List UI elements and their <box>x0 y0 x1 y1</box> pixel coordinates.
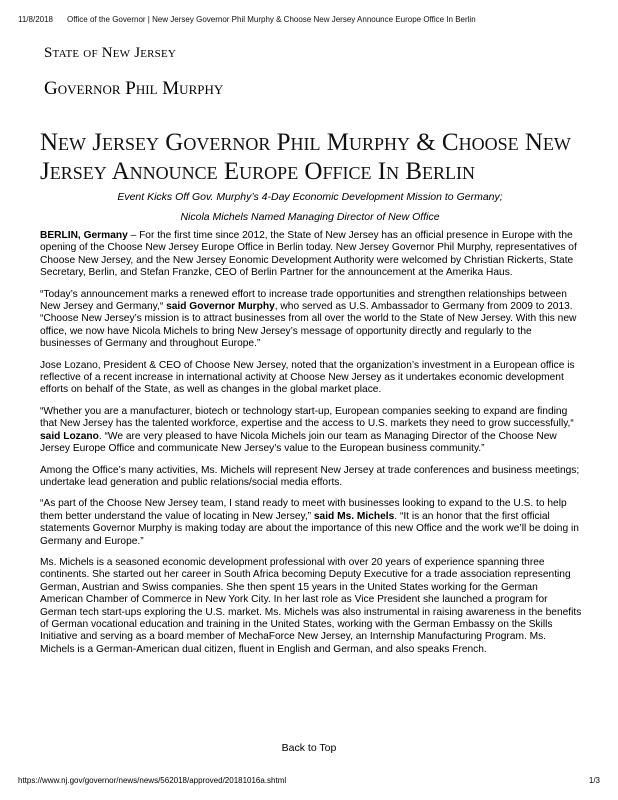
paragraph-6: “As part of the Choose New Jersey team, I stand ready to meet with businesses looking to expand to the U.S. to help them better understand the value of locating in New Jersey,” said Ms. Michels. “It is an honor that the first official statements Governor Murphy is making today are about the importance of this new Office and the work we’ll be doing in Germany and Europe.” <box>40 498 579 547</box>
paragraph-5: Among the Office’s many activities, Ms. Michels will represent New Jersey at trade conferences and business meetings; undertake lead generation and public relations/social media efforts. <box>40 464 580 488</box>
print-header <box>18 15 600 25</box>
paragraph-1: BERLIN, Germany – For the first time since 2012, the State of New Jersey has an official presence in Europe with the opening of the Choose New Jersey Europe Office in Berlin today. New Jersey Governor Phil Murphy, representatives of Choose New Jersey, and the New Jersey Eonomic Development Authority were welcomed by Christian Rickerts, State Secretary, Berlin, and Stefan Franzke, CEO of Berlin Partner for the announcement at the Amerika Haus. <box>40 230 577 279</box>
paragraph-7: Ms. Michels is a seasoned economic development professional with over 20 years of experience spanning three continents. She started out her career in South Africa becoming Deputy Executive for a trade association representing German, Austrian and Swiss companies. She then spent 15 years in the United States working for the German American Chamber of Commerce in New York City. In her last role as Vice President she launched a program for German tech start-ups exploring the U.S. market. Ms. Michels was also instrumental in raising awareness in the benefits of German vocational education and training in the United States, working with the German Embassy on the Skills Initiative and serving as a board member of MechaForce New Jersey, an Internship Manufacturing Program. Ms. Michels is a German-American dual citizen, fluent in English and German, and also speaks French. <box>40 556 582 655</box>
article-headline: New Jersey Governor Phil Murphy & Choose New Jersey Announce Europe Office In Berlin <box>40 129 571 185</box>
state-of-new-jersey-link[interactable]: State of New Jersey <box>44 45 177 61</box>
paragraph-3: Jose Lozano, President & CEO of Choose New Jersey, noted that the organization’s investment in a European office is reflective of a recent increase in international activity at Choose New Jersey as it undertakes economic development efforts on behalf of the State, as well as changes in the global market place. <box>40 359 575 396</box>
print-url: https://www.nj.gov/governor/news/news/562018/approved/20181016a.shtml <box>18 776 287 785</box>
dateline: BERLIN, Germany <box>40 230 128 241</box>
back-to-top-link[interactable]: Back to Top <box>281 742 337 754</box>
print-page-number: 1/3 <box>588 776 600 785</box>
article-body <box>40 230 582 665</box>
print-page-title: Office of the Governor | New Jersey Governor Phil Murphy & Choose New Jersey Announce Europe Office In Berlin <box>67 15 476 24</box>
governor-phil-murphy-link[interactable]: Governor Phil Murphy <box>44 78 224 99</box>
paragraph-4: “Whether you are a manufacturer, biotech or technology start-up, European companies seeking to expand are finding that New Jersey has the talented workforce, expertise and the access to U.S. markets they need to grow successfully,“ said Lozano. “We are very pleased to have Nicola Michels join our team as Managing Director of the Choose New Jersey Europe Office and communicate New Jersey’s value to the European business community.” <box>40 405 574 455</box>
print-date: 11/8/2018 <box>18 15 53 24</box>
article-subtitle-1: Event Kicks Off Gov. Murphy’s 4-Day Economic Development Mission to Germany; <box>117 191 503 203</box>
paragraph-2: “Today’s announcement marks a renewed effort to increase trade opportunities and strengthen relationships between New Jersey and Germany,“ said Governor Murphy, who served as U.S. Ambassador to Germany from 2009 to 2013. “Choose New Jersey’s mission is to attract businesses from all over the world to the State of New Jersey. With this new office, we now have Nicola Michels to bring New Jersey’s message of opportunity directly and regularly to the businesses of Germany and throughout Europe.” <box>40 288 577 350</box>
print-footer <box>18 776 600 786</box>
article-subtitle-2: Nicola Michels Named Managing Director of New Office <box>180 211 440 223</box>
